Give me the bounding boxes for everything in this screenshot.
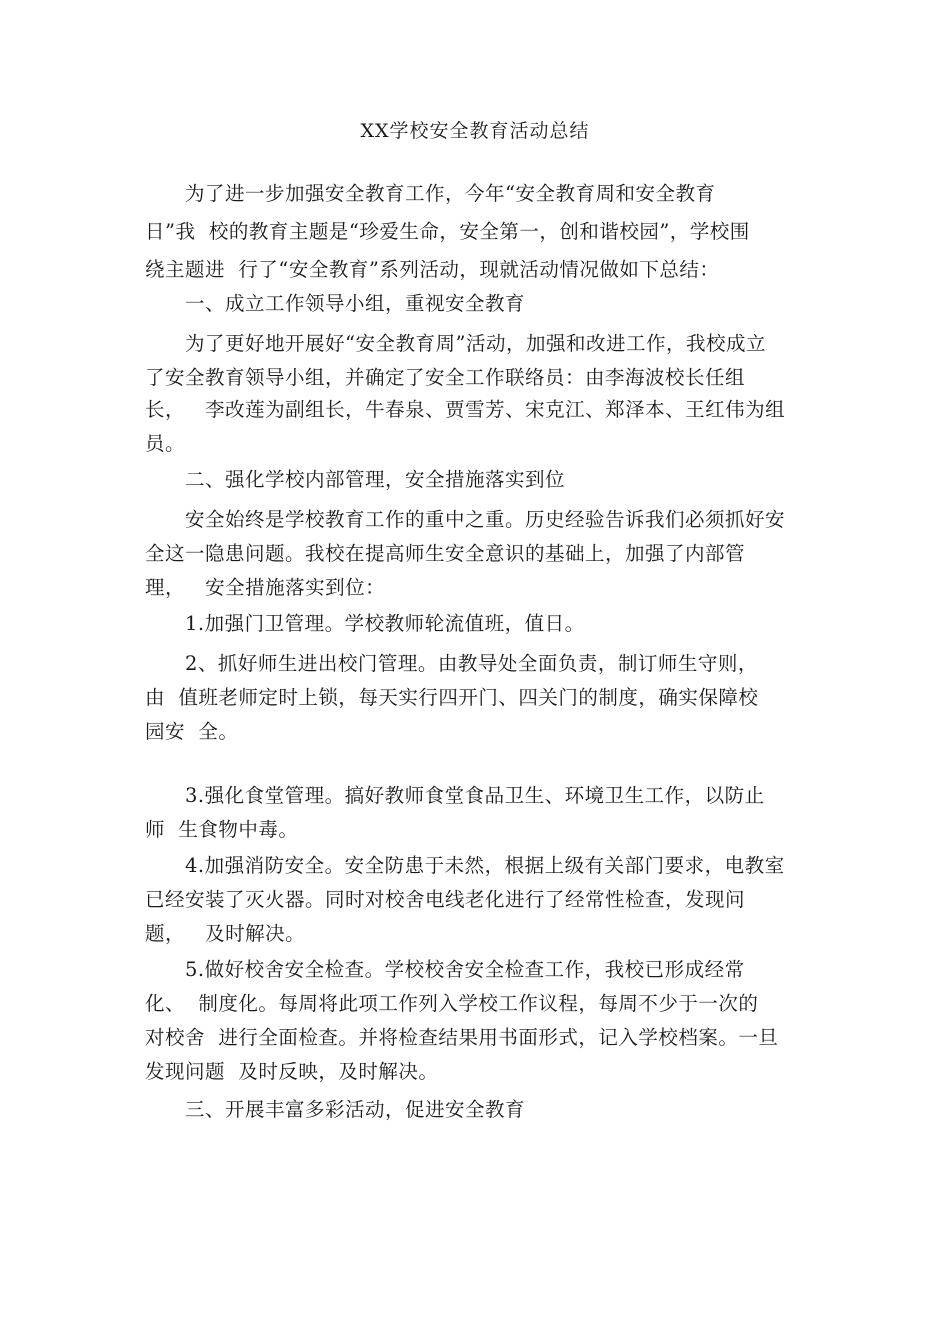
paragraph-line: 长， 李改莲为副组长，牛春泉、贾雪芳、宋克江、郑泽本、王红伟为组 (145, 398, 786, 421)
paragraph-line: 了安全教育领导小组，并确定了安全工作联络员：由李海波校长任组 (145, 366, 746, 389)
paragraph-line: 理， 安全措施落实到位： (145, 576, 386, 599)
section-heading: 一、成立工作领导小组，重视安全教育 (145, 292, 526, 315)
paragraph-line: 日”我 校的教育主题是“珍爱生命，安全第一，创和谐校园”，学校围 (145, 220, 750, 243)
section-heading: 三、开展丰富多彩活动，促进安全教育 (145, 1098, 526, 1121)
paragraph-line: 园安 全。 (145, 720, 239, 743)
paragraph-line: 发现问题 及时反映，及时解决。 (145, 1060, 439, 1083)
paragraph-line: 师 生食物中毒。 (145, 818, 299, 841)
list-item: 1.加强门卫管理。学校教师轮流值班，值日。 (145, 612, 585, 635)
paragraph-line: 员。 (145, 432, 186, 455)
list-item: 3.强化食堂管理。搞好教师食堂食品卫生、环境卫生工作，以防止 (145, 784, 765, 807)
paragraph-line: 由 值班老师定时上锁，每天实行四开门、四关门的制度，确实保障校 (145, 686, 759, 709)
paragraph-line: 对校舍 进行全面检查。并将检查结果用书面形式，记入学校档案。一旦 (145, 1026, 779, 1049)
paragraph-line: 为了更好地开展好“安全教育周”活动，加强和改进工作，我校成立 (145, 332, 766, 355)
list-item: 5.做好校舍安全检查。学校校舍安全检查工作，我校已形成经常 (145, 958, 745, 981)
paragraph-line: 安全始终是学校教育工作的重中之重。历史经验告诉我们必须抓好安 (145, 508, 786, 531)
paragraph-line: 绕主题进 行了“安全教育”系列活动，现就活动情况做如下总结： (145, 258, 720, 281)
list-item: 4.加强消防安全。安全防患于未然，根据上级有关部门要求，电教室 (145, 854, 785, 877)
paragraph-line: 全这一隐患问题。我校在提高师生安全意识的基础上，加强了内部管 (145, 542, 746, 565)
paragraph-line: 为了进一步加强安全教育工作，今年“安全教育周和安全教育 (145, 182, 716, 205)
section-heading: 二、强化学校内部管理，安全措施落实到位 (145, 468, 566, 491)
paragraph-line: 题， 及时解决。 (145, 922, 306, 945)
paragraph-line: 已经安装了灭火器。同时对校舍电线老化进行了经常性检查，发现问 (145, 888, 746, 911)
document-title: XX学校安全教育活动总结 (360, 120, 590, 142)
paragraph-line: 化、 制度化。每周将此项工作列入学校工作议程，每周不少于一次的 (145, 992, 759, 1015)
list-item: 2、抓好师生进出校门管理。由教导处全面负责，制订师生守则， (145, 652, 758, 675)
